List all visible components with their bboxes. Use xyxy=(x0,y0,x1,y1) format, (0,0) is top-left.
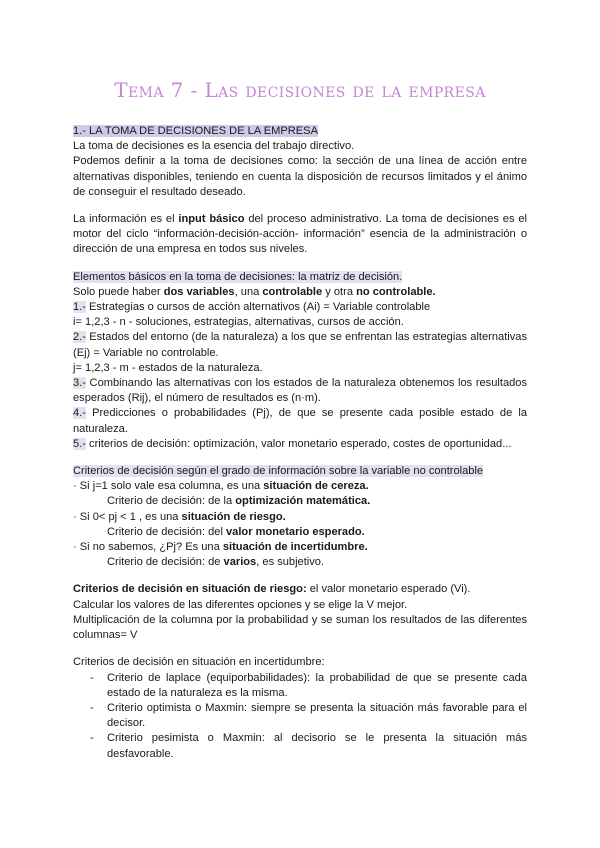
section4-heading: Criterios de decisión en situación de riesgo: el valor monetario esperado (Vi). xyxy=(73,583,471,596)
criterion-detail: Criterio de decisión: del valor monetario esperado. xyxy=(107,525,365,538)
list-item: 4.- Predicciones o probabilidades (Pj), de que se presente cada posible estado de la naturaleza. xyxy=(73,407,527,435)
section1-line1: La toma de decisiones es la esencia del trabajo directivo. xyxy=(73,140,355,153)
criterion-line: · Si 0< pj < 1 , es una situación de riesgo. xyxy=(73,510,286,523)
list-item-sub: j= 1,2,3 - m - estados de la naturaleza. xyxy=(73,361,263,374)
criterion-detail: Criterio de decisión: de la optimización matemática. xyxy=(107,495,371,508)
section1-heading: 1.- LA TOMA DE DECISIONES DE LA EMPRESA xyxy=(73,125,318,137)
section2-heading: Elementos básicos en la toma de decisiones: la matriz de decisión. xyxy=(73,270,403,283)
list-item: 2.- Estados del entorno (de la naturaleza) a los que se enfrentan las estrategias alternativas (Ej) = Variable no controlable. xyxy=(73,331,527,359)
list-item: 3.- Combinando las alternativas con los estados de la naturaleza obtenemos los resultados esperados (Rij), el número de resultados es (n·m). xyxy=(73,377,527,405)
list-item: 1.- Estrategias o cursos de acción alternativos (Ai) = Variable controlable xyxy=(73,301,431,314)
list-item-sub: i= 1,2,3 - n - soluciones, estrategias, alternativas, cursos de acción. xyxy=(73,316,404,329)
criterion-line: · Si no sabemos, ¿Pj? Es una situación de incertidumbre. xyxy=(73,541,368,554)
list-item: - Criterio optimista o Maxmin: siempre se presenta la situación más favorable para el decisor. xyxy=(90,701,527,730)
list-item: - Criterio de laplace (equiporbabilidades): la probabilidad de que se presente cada estado de la naturaleza es la misma. xyxy=(90,671,527,699)
section3-heading: Criterios de decisión según el grado de información sobre la variable no controlable xyxy=(73,465,484,478)
section4-line1: Calcular los valores de las diferentes opciones y se elige la V mejor. xyxy=(73,598,408,611)
list-item: 5.- criterios de decisión: optimización, valor monetario esperado, costes de oportunidad... xyxy=(73,437,512,450)
section1-para1: Podemos definir a la toma de decisiones como: la sección de una línea de acción entre alternativas disponibles, teniendo en cuenta la disposición de recursos limitados y el ánimo de conseguir el resultado deseado. xyxy=(73,155,527,198)
section4-line2: Multiplicación de la columna por la probabilidad y se suman los resultados de las diferentes columnas= V xyxy=(73,613,527,642)
document-body xyxy=(73,124,527,762)
criterion-detail: Criterio de decisión: de varios, es subjetivo. xyxy=(107,556,325,569)
section2-intro: Solo puede haber dos variables, una controlable y otra no controlable. xyxy=(73,285,436,298)
section1-para2: La información es el input básico del proceso administrativo. La toma de decisiones es el motor del ciclo “información-decisión-acción- información” esencia de la administración o dirección de una empresa en todos sus niveles. xyxy=(73,213,527,256)
section5-heading: Criterios de decisión en situación en incertidumbre: xyxy=(73,656,325,669)
page-title: Tema 7 - Las decisiones de la empresa xyxy=(114,78,486,102)
list-item: - Criterio pesimista o Maxmin: al decisorio se le presenta la situación más desfavorable. xyxy=(90,732,527,760)
criterion-line: · Si j=1 solo vale esa columna, es una situación de cereza. xyxy=(73,480,369,493)
